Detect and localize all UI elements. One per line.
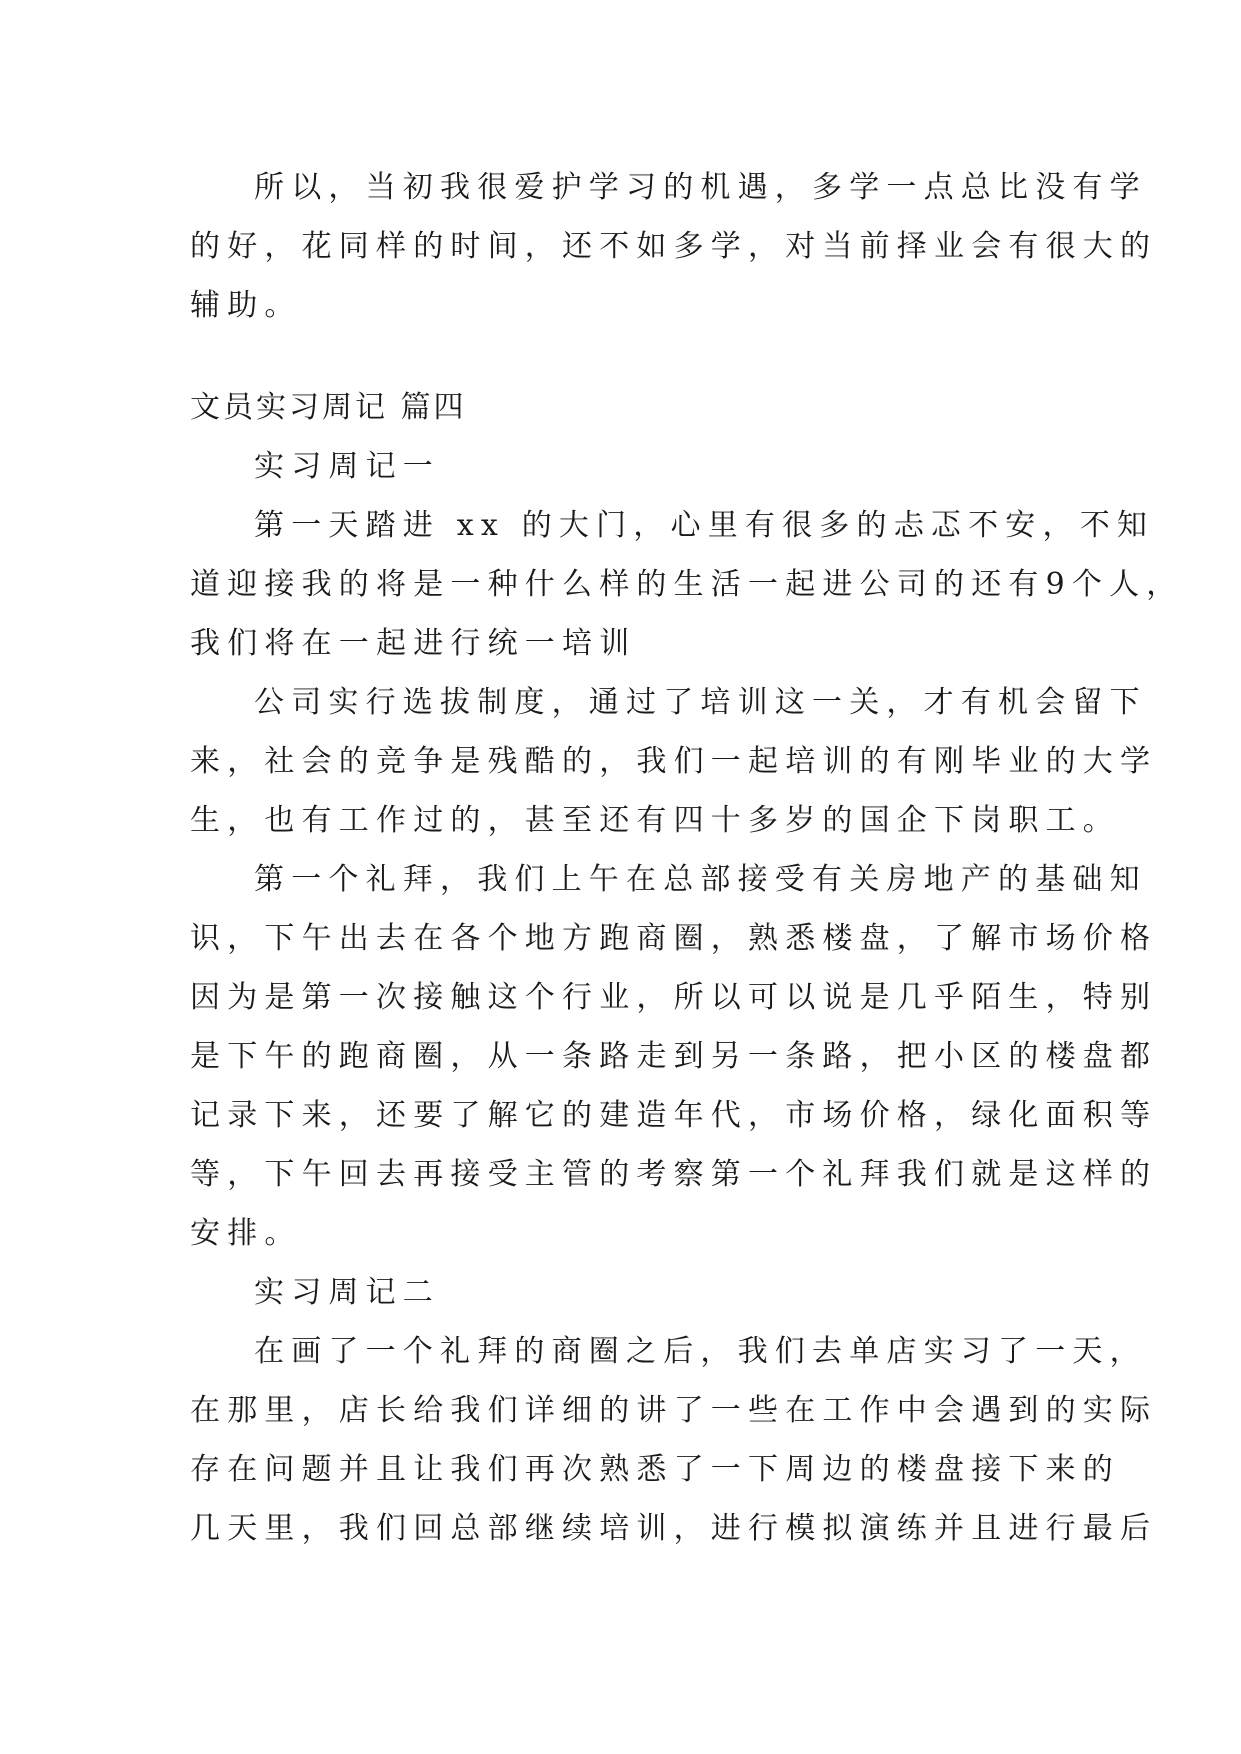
intro-line-1: 所以，当初我很爱护学习的机遇，多学一点总比没有学 (254, 170, 1147, 205)
paragraph-line: 识，下午出去在各个地方跑商圈，熟悉楼盘，了解市场价格 (190, 921, 1158, 956)
week1-paragraph-1 (190, 496, 1184, 673)
intro-line-3: 辅助。 (190, 288, 302, 323)
paragraph-line: 在画了一个礼拜的商圈之后，我们去单店实习了一天， (254, 1334, 1147, 1369)
paragraph-line: 几天里，我们回总部继续培训，进行模拟演练并且进行最后 (190, 1511, 1158, 1546)
document-body (190, 158, 1184, 1558)
paragraph-line: 是下午的跑商圈，从一条路走到另一条路，把小区的楼盘都 (190, 1039, 1158, 1074)
paragraph-line: 因为是第一次接触这个行业，所以可以说是几乎陌生，特别 (190, 980, 1158, 1015)
paragraph-line: 记录下来，还要了解它的建造年代，市场价格，绿化面积等 (190, 1098, 1158, 1133)
week2-paragraph-1 (190, 1322, 1158, 1558)
week2-title: 实习周记二 (254, 1275, 440, 1310)
paragraph-line: 我们将在一起进行统一培训 (190, 626, 637, 661)
intro-line-2: 的好，花同样的时间，还不如多学，对当前择业会有很大的 (190, 229, 1158, 264)
paragraph-line: 存在问题并且让我们再次熟悉了一下周边的楼盘接下来的 (190, 1452, 1120, 1487)
intro-paragraph (190, 158, 1158, 335)
paragraph-line: 安排。 (190, 1216, 302, 1251)
week1-paragraph-3 (190, 850, 1158, 1263)
paragraph-line: 在那里，店长给我们详细的讲了一些在工作中会遇到的实际 (190, 1393, 1158, 1428)
paragraph-line: 生，也有工作过的，甚至还有四十多岁的国企下岗职工。 (190, 803, 1120, 838)
paragraph-line: 第一天踏进 xx 的大门，心里有很多的忐忑不安，不知 (254, 508, 1155, 543)
paragraph-line: 公司实行选拔制度，通过了培训这一关，才有机会留下 (254, 685, 1147, 720)
paragraph-line: 等，下午回去再接受主管的考察第一个礼拜我们就是这样的 (190, 1157, 1158, 1192)
paragraph-line: 第一个礼拜，我们上午在总部接受有关房地产的基础知 (254, 862, 1147, 897)
section-title: 文员实习周记 篇四 (190, 390, 467, 425)
paragraph-line: 道迎接我的将是一种什么样的生活一起进公司的还有9个人， (190, 567, 1184, 602)
week1-paragraph-2 (190, 673, 1158, 850)
week1-title: 实习周记一 (254, 449, 440, 484)
paragraph-line: 来，社会的竞争是残酷的，我们一起培训的有刚毕业的大学 (190, 744, 1158, 779)
